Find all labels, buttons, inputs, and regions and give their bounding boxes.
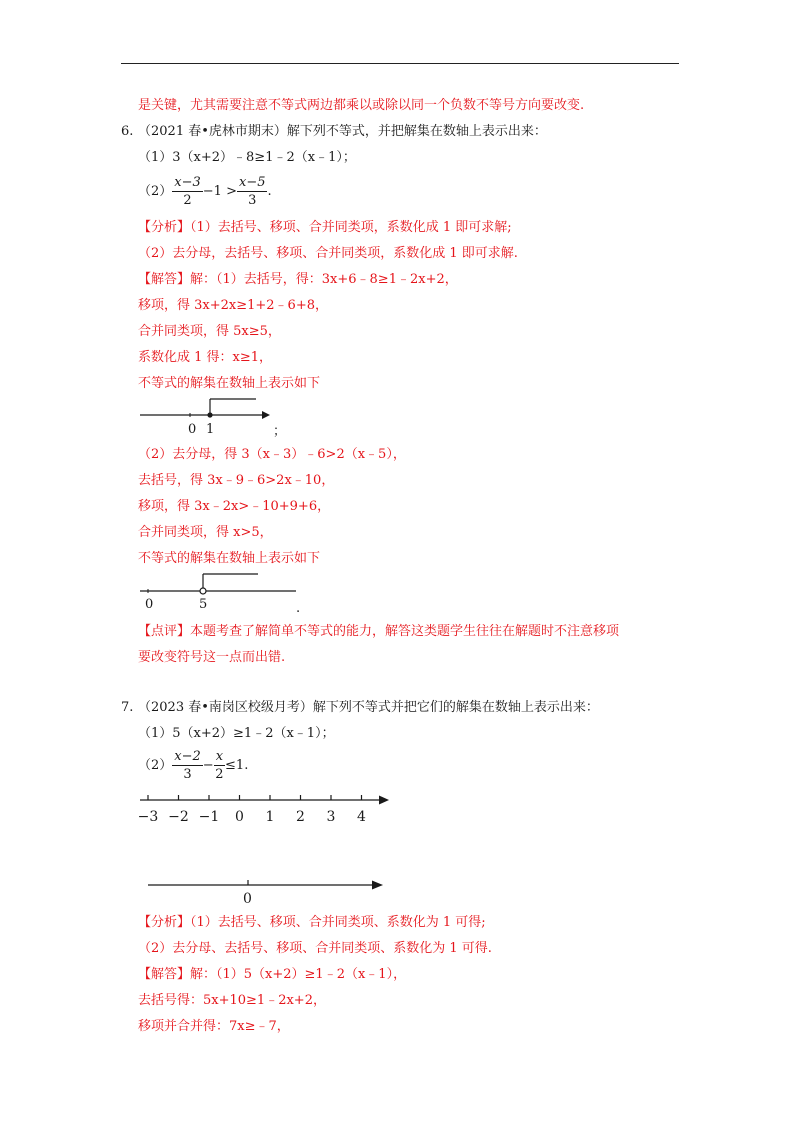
q7-part2 — [138, 748, 248, 784]
nl1-suffix: ； — [273, 424, 287, 439]
number-line-2 — [138, 570, 308, 616]
q7-part2-prefix: （2） — [138, 758, 173, 773]
header-rule — [121, 63, 679, 64]
q6-frac2-numerator: x−5 — [238, 175, 266, 190]
q6-fraction-1 — [172, 174, 203, 209]
nl1-label-0: 0 — [188, 422, 197, 437]
q7-frac2-numerator: x — [215, 749, 224, 764]
nl3-tick-label: 2 — [296, 809, 305, 825]
q6-fraction-2 — [237, 174, 268, 209]
nl2-suffix: . — [296, 601, 301, 616]
q7-analysis-1: 【分析】（1）去括号、移项、合并同类项、系数化为 1 可得; — [138, 915, 486, 930]
nl4-label-0: 0 — [243, 891, 252, 907]
q6-part2-end: . — [267, 184, 272, 199]
q6-comment-1: 【点评】本题考查了解简单不等式的能力，解答这类题学生往往在解题时不注意移项 — [138, 624, 620, 639]
q6-part2-prefix: （2） — [138, 184, 173, 199]
q7-analysis-2: （2）去分母、去括号、移项、合并同类项、系数化为 1 可得. — [138, 941, 492, 956]
q6-analysis-2: （2）去分母，去括号、移项、合并同类项，系数化成 1 即可求解. — [138, 246, 518, 261]
nl3-tick-label: 0 — [235, 809, 244, 825]
nl3-tick-label: −2 — [168, 809, 189, 825]
q7-stem: （2023 春•南岗区校级月考）解下列不等式并把它们的解集在数轴上表示出来： — [138, 700, 599, 715]
q7-number: 7. — [121, 700, 134, 715]
q6-frac1-denominator: 2 — [183, 193, 192, 208]
q6-answer-6: （2）去分母，得 3（x﹣3）﹣6>2（x﹣5）， — [138, 447, 406, 462]
q6-answer-10: 不等式的解集在数轴上表示如下 — [138, 551, 321, 566]
intro-text: 是关键，尤其需要注意不等式两边都乘以或除以同一个负数不等号方向要改变. — [138, 98, 585, 113]
nl1-label-1: 1 — [206, 422, 215, 437]
q6-comment-2: 要改变符号这一点而出错. — [138, 650, 286, 665]
number-line-3 — [135, 790, 395, 830]
number-line-1 — [138, 395, 288, 440]
q6-stem: （2021 春•虎林市期末）解下列不等式，并把解集在数轴上表示出来： — [138, 124, 547, 139]
q7-part2-mid: − — [202, 758, 214, 773]
nl1-arrow — [262, 411, 270, 419]
q6-answer-8: 移项，得 3x﹣2x>﹣10+9+6， — [138, 499, 331, 514]
nl1-solid-point — [207, 412, 212, 417]
q7-frac1-numerator: x−2 — [174, 749, 201, 764]
q7-answer-1: 【解答】解：（1）5（x+2）≥1﹣2（x﹣1）， — [138, 967, 407, 982]
q6-answer-9: 合并同类项，得 x>5， — [138, 525, 273, 540]
nl3-tick-label: 4 — [357, 809, 366, 825]
q7-part2-end: ≤1. — [225, 758, 249, 773]
q7-frac1-denominator: 3 — [183, 767, 192, 782]
q6-answer-3: 合并同类项，得 5x≥5， — [138, 324, 281, 339]
nl3-tick-label: 1 — [265, 809, 275, 825]
q7-fraction-1 — [172, 748, 203, 783]
q6-number: 6. — [121, 124, 134, 139]
q6-part2 — [138, 174, 272, 210]
nl3-tick-label: −1 — [198, 809, 220, 825]
q6-frac1-numerator: x−3 — [174, 175, 201, 190]
q7-frac2-denominator: 2 — [215, 767, 224, 782]
q6-answer-7: 去括号，得 3x﹣9﹣6>2x﹣10， — [138, 473, 335, 488]
nl2-label-5: 5 — [199, 597, 208, 612]
q7-answer-3: 移项并合并得：7x≥﹣7， — [138, 1019, 290, 1034]
q6-answer-1: 【解答】解：（1）去括号，得：3x+6﹣8≥1﹣2x+2， — [138, 272, 458, 287]
number-line-4 — [145, 875, 390, 909]
q7-part1: （1）5（x+2）≥1﹣2（x﹣1）； — [138, 726, 335, 741]
nl3-arrow — [379, 796, 389, 805]
nl2-label-0: 0 — [145, 597, 154, 612]
q6-frac2-denominator: 3 — [248, 193, 257, 208]
q6-answer-4: 系数化成 1 得：x≥1， — [138, 350, 273, 365]
nl2-hollow-point — [200, 588, 206, 594]
q6-part2-mid: −1 > — [202, 184, 237, 199]
q7-fraction-2 — [214, 748, 225, 783]
q6-part1: （1）3（x+2）﹣8≥1﹣2（x﹣1）； — [138, 150, 356, 165]
q6-analysis-1: 【分析】（1）去括号、移项、合并同类项，系数化成 1 即可求解; — [138, 220, 512, 235]
nl4-arrow — [372, 881, 383, 890]
q7-answer-2: 去括号得：5x+10≥1﹣2x+2， — [138, 993, 326, 1008]
nl3-tick-label: −3 — [137, 809, 159, 825]
nl3-tick-label: 3 — [326, 809, 336, 825]
q6-answer-2: 移项，得 3x+2x≥1+2﹣6+8， — [138, 298, 328, 313]
q6-answer-5: 不等式的解集在数轴上表示如下 — [138, 376, 321, 391]
